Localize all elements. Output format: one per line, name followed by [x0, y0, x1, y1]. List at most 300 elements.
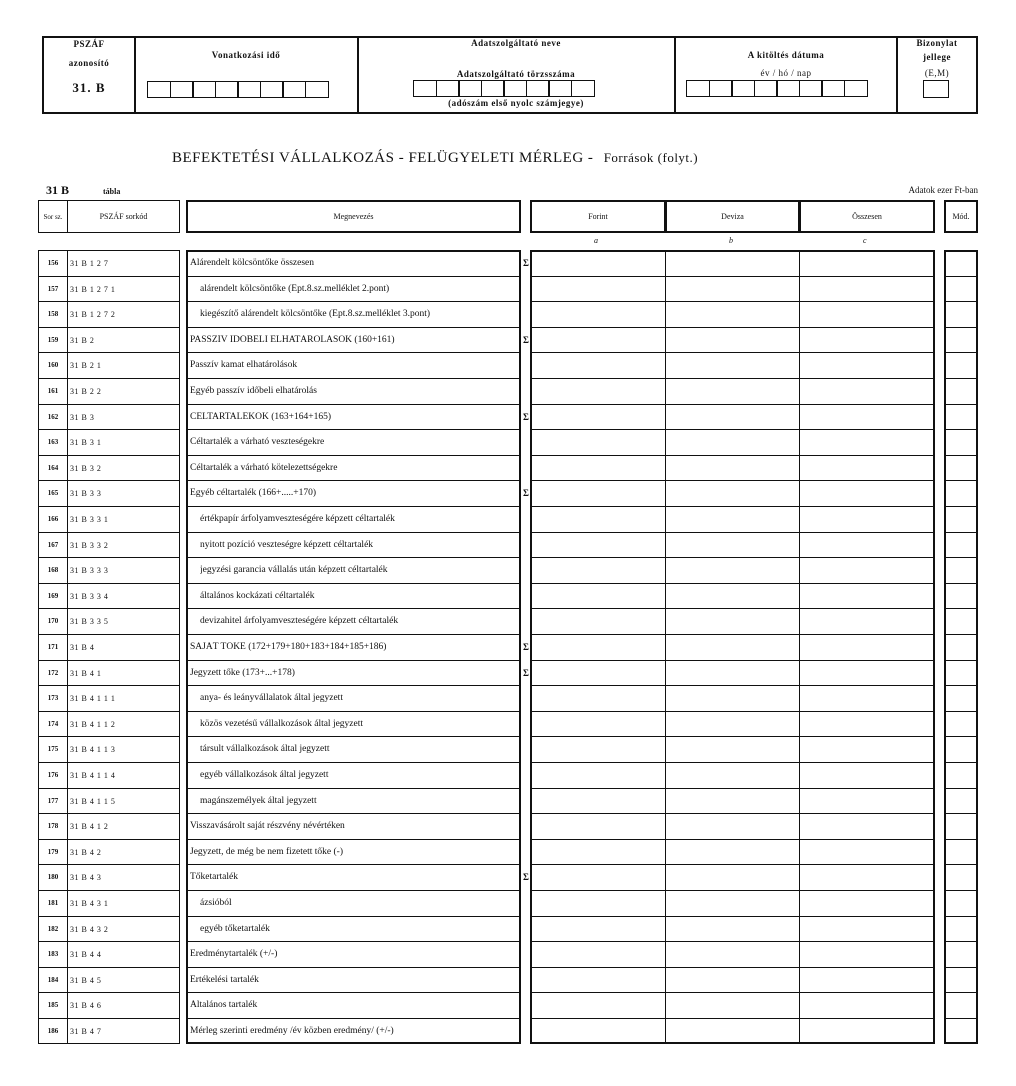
- vonatkozasi-ido-label: Vonatkozási idő: [211, 50, 281, 60]
- col-letter-b: b: [729, 236, 733, 245]
- osszesen-cell[interactable]: [801, 303, 934, 325]
- torzsszam-label: Adatszolgáltató törzsszáma: [456, 69, 576, 79]
- row-code: 31 B 3 3 4: [70, 591, 109, 601]
- row-divider: [530, 736, 935, 737]
- deviza-cell[interactable]: [667, 585, 799, 607]
- row-divider: [944, 404, 978, 405]
- row-divider: [530, 301, 935, 302]
- row-divider: [186, 1018, 521, 1019]
- row-divider: [38, 864, 180, 865]
- col-osszesen-label: Összesen: [852, 212, 882, 221]
- mod-cell[interactable]: [946, 892, 976, 914]
- row-label: anya- és leányvállalatok által jegyzett: [200, 693, 343, 704]
- deviza-cell[interactable]: [667, 738, 799, 760]
- forint-cell[interactable]: [532, 943, 665, 965]
- osszesen-cell[interactable]: [801, 764, 934, 786]
- row-code: 31 B 4 5: [70, 975, 102, 985]
- osszesen-cell[interactable]: [801, 918, 934, 940]
- osszesen-cell[interactable]: [801, 636, 934, 658]
- row-divider: [944, 762, 978, 763]
- forint-cell[interactable]: [532, 815, 665, 837]
- forint-cell[interactable]: [532, 764, 665, 786]
- deviza-cell[interactable]: [667, 815, 799, 837]
- forint-cell[interactable]: [532, 662, 665, 684]
- row-divider: [186, 992, 521, 993]
- row-number: 173: [47, 694, 59, 703]
- row-divider: [530, 634, 935, 635]
- row-divider: [38, 583, 180, 584]
- jellege-label: jellege: [923, 52, 951, 62]
- row-label: Általános tartalék: [190, 1000, 258, 1011]
- row-divider: [38, 788, 180, 789]
- row-divider: [186, 788, 521, 789]
- mod-cell[interactable]: [946, 431, 976, 453]
- row-divider: [38, 404, 180, 405]
- forint-cell[interactable]: [532, 687, 665, 709]
- row-divider: [38, 736, 180, 737]
- row-code: 31 B 4 3 2: [70, 924, 109, 934]
- bizonylat-box[interactable]: [923, 80, 949, 98]
- col-sorkod: [67, 200, 180, 233]
- col-sor: [38, 200, 68, 233]
- row-number: 171: [47, 643, 59, 651]
- row-number: 184: [47, 975, 59, 984]
- row-code: 31 B 4 2: [70, 847, 102, 857]
- deviza-cell[interactable]: [667, 969, 799, 991]
- row-divider: [186, 301, 521, 302]
- deviza-cell[interactable]: [667, 841, 799, 863]
- forint-cell[interactable]: [532, 1020, 665, 1042]
- mod-cell[interactable]: [946, 508, 976, 530]
- row-divider: [944, 506, 978, 507]
- osszesen-cell[interactable]: [801, 482, 934, 504]
- row-code: 31 B 3 2: [70, 463, 102, 473]
- row-label: kiegészítő alárendelt kölcsöntőke (Épt.8.sz.melléklet 3.pont): [200, 309, 431, 320]
- osszesen-cell[interactable]: [801, 559, 934, 581]
- row-divider: [530, 941, 935, 942]
- azonosito-label: azonosító: [68, 58, 110, 68]
- osszesen-cell[interactable]: [801, 841, 934, 863]
- row-divider: [186, 660, 521, 661]
- row-code: 31 B 3 3 2: [70, 540, 109, 550]
- row-divider: [186, 608, 521, 609]
- row-number: 164: [47, 463, 59, 472]
- deviza-cell[interactable]: [667, 329, 799, 351]
- col-osszesen: [799, 200, 935, 233]
- deviza-cell[interactable]: [667, 559, 799, 581]
- osszesen-cell[interactable]: [801, 610, 934, 632]
- forint-cell[interactable]: [532, 610, 665, 632]
- row-code: 31 B 4 1 1 1: [70, 694, 116, 704]
- row-number: 163: [47, 438, 59, 447]
- row-divider: [944, 1018, 978, 1019]
- forint-cell[interactable]: [532, 738, 665, 760]
- row-code: 31 B 1 2 7 1: [70, 284, 116, 294]
- col-deviza: [665, 200, 800, 233]
- row-label: Egyéb céltartalék (166+.....+170): [190, 488, 316, 499]
- bizonylat-label: Bizonylat: [916, 38, 958, 48]
- row-number: 162: [47, 412, 59, 421]
- forint-cell[interactable]: [532, 508, 665, 530]
- row-divider: [944, 685, 978, 686]
- row-label: PASSZÍV IDŐBELI ELHATÁROLÁSOK (160+161): [190, 334, 395, 345]
- col-mod: [944, 200, 978, 233]
- mod-cell[interactable]: [946, 994, 976, 1016]
- row-code: 31 B 4 1 1 4: [70, 771, 116, 780]
- osszesen-cell[interactable]: [801, 738, 934, 760]
- forint-cell[interactable]: [532, 713, 665, 735]
- row-number: 179: [47, 847, 59, 856]
- pszaf-label: PSZÁF: [73, 39, 105, 49]
- forint-cell[interactable]: [532, 457, 665, 479]
- kitoltes-label: A kitöltés dátuma: [747, 50, 825, 60]
- row-divider: [530, 864, 935, 865]
- sigma-mark: Σ: [523, 258, 529, 268]
- row-divider: [944, 864, 978, 865]
- row-divider: [944, 839, 978, 840]
- row-divider: [530, 685, 935, 686]
- mod-cell[interactable]: [946, 918, 976, 940]
- row-number: 182: [47, 924, 59, 933]
- osszesen-cell[interactable]: [801, 1020, 934, 1042]
- row-number: 166: [47, 515, 59, 523]
- deviza-cell[interactable]: [667, 278, 799, 300]
- osszesen-cell[interactable]: [801, 662, 934, 684]
- row-divider: [530, 916, 935, 917]
- row-divider: [944, 532, 978, 533]
- deviza-cell[interactable]: [667, 636, 799, 658]
- page-title: [172, 150, 698, 167]
- mod-cell[interactable]: [946, 764, 976, 786]
- row-divider: [944, 583, 978, 584]
- row-divider: [186, 378, 521, 379]
- osszesen-cell[interactable]: [801, 354, 934, 376]
- row-divider: [530, 506, 935, 507]
- row-divider: [944, 941, 978, 942]
- row-divider: [38, 762, 180, 763]
- deviza-cell[interactable]: [667, 482, 799, 504]
- sigma-mark: Σ: [523, 411, 529, 422]
- mod-cell[interactable]: [946, 790, 976, 812]
- row-divider: [530, 608, 935, 609]
- mod-cell[interactable]: [946, 354, 976, 376]
- row-code: 31 B 4 1 1 5: [70, 796, 116, 806]
- row-divider: [38, 941, 180, 942]
- row-divider: [530, 992, 935, 993]
- row-divider: [944, 455, 978, 456]
- forint-cell[interactable]: [532, 969, 665, 991]
- mod-cell[interactable]: [946, 559, 976, 581]
- osszesen-cell[interactable]: [801, 969, 934, 991]
- row-divider: [530, 890, 935, 891]
- osszesen-cell[interactable]: [801, 380, 934, 402]
- title-main: BEFEKTETÉSI VÁLLALKOZÁS - FELÜGYELETI MÉRLEG -: [172, 150, 594, 166]
- forint-cell[interactable]: [532, 406, 665, 428]
- row-label: ázsióból: [200, 898, 232, 908]
- row-number: 172: [47, 668, 59, 677]
- deviza-cell[interactable]: [667, 764, 799, 786]
- body-divider-osszesen: [799, 250, 800, 1044]
- row-label: jegyzési garancia vállalás után képzett céltartalék: [200, 565, 388, 576]
- tabla-label: tábla: [103, 187, 121, 196]
- deviza-cell[interactable]: [667, 252, 799, 274]
- row-code: 31 B 4 3: [70, 873, 102, 883]
- row-divider: [530, 429, 935, 430]
- forint-cell[interactable]: [532, 354, 665, 376]
- osszesen-cell[interactable]: [801, 406, 934, 428]
- row-divider: [38, 685, 180, 686]
- deviza-cell[interactable]: [667, 687, 799, 709]
- row-label: SAJÁT TŐKE (172+179+180+183+184+185+186): [190, 642, 387, 652]
- mod-cell[interactable]: [946, 278, 976, 300]
- mod-cell[interactable]: [946, 482, 976, 504]
- row-divider: [530, 813, 935, 814]
- deviza-cell[interactable]: [667, 662, 799, 684]
- mod-cell[interactable]: [946, 380, 976, 402]
- row-divider: [38, 301, 180, 302]
- osszesen-cell[interactable]: [801, 278, 934, 300]
- kitoltes-boxes[interactable]: [686, 80, 866, 97]
- osszesen-cell[interactable]: [801, 790, 934, 812]
- row-number: 168: [47, 566, 59, 575]
- row-divider: [944, 711, 978, 712]
- deviza-cell[interactable]: [667, 354, 799, 376]
- row-divider: [186, 890, 521, 891]
- row-divider: [186, 404, 521, 405]
- row-divider: [186, 941, 521, 942]
- row-divider: [944, 557, 978, 558]
- mod-cell[interactable]: [946, 687, 976, 709]
- row-divider: [186, 583, 521, 584]
- forint-cell[interactable]: [532, 482, 665, 504]
- forint-cell[interactable]: [532, 329, 665, 351]
- osszesen-cell[interactable]: [801, 943, 934, 965]
- forint-cell[interactable]: [532, 994, 665, 1016]
- row-code: 31 B 4 1 1 3: [70, 745, 116, 755]
- mod-cell[interactable]: [946, 252, 976, 274]
- osszesen-cell[interactable]: [801, 329, 934, 351]
- col-letter-c: c: [863, 236, 867, 245]
- adatszolgaltato-neve-label: Adatszolgáltató neve: [471, 38, 561, 48]
- forint-cell[interactable]: [532, 303, 665, 325]
- sigma-mark: Σ: [523, 334, 529, 345]
- osszesen-cell[interactable]: [801, 585, 934, 607]
- mod-cell[interactable]: [946, 738, 976, 760]
- forint-cell[interactable]: [532, 278, 665, 300]
- col-forint: [530, 200, 666, 233]
- row-number: 176: [47, 771, 59, 779]
- row-code: 31 B 4 3 1: [70, 899, 109, 908]
- deviza-cell[interactable]: [667, 790, 799, 812]
- deviza-cell[interactable]: [667, 610, 799, 632]
- row-number: 174: [47, 719, 59, 728]
- row-label: egyéb tőketartalék: [200, 923, 270, 934]
- row-divider: [38, 327, 180, 328]
- col-sorkod-label: PSZÁF sorkód: [99, 212, 148, 221]
- row-number: 156: [47, 259, 59, 267]
- osszesen-cell[interactable]: [801, 534, 934, 556]
- deviza-cell[interactable]: [667, 457, 799, 479]
- deviza-cell[interactable]: [667, 918, 799, 940]
- title-suffix: Források (folyt.): [603, 150, 699, 165]
- row-code: 31 B 4 4: [70, 950, 102, 960]
- forint-cell[interactable]: [532, 431, 665, 453]
- mod-cell[interactable]: [946, 969, 976, 991]
- row-code: 31 B 4 1 1 2: [70, 719, 116, 729]
- mod-cell[interactable]: [946, 636, 976, 658]
- row-label: Mérleg szerinti eredmény /év közben eredmény/ (+/-): [190, 1026, 394, 1036]
- deviza-cell[interactable]: [667, 406, 799, 428]
- row-divider: [530, 557, 935, 558]
- deviza-cell[interactable]: [667, 303, 799, 325]
- row-label: CÉLTARTALÉKOK (163+164+165): [190, 411, 331, 422]
- forint-cell[interactable]: [532, 534, 665, 556]
- osszesen-cell[interactable]: [801, 713, 934, 735]
- forint-cell[interactable]: [532, 559, 665, 581]
- row-divider: [944, 301, 978, 302]
- row-code: 31 B 2 2: [70, 387, 102, 396]
- deviza-cell[interactable]: [667, 431, 799, 453]
- row-divider: [530, 404, 935, 405]
- row-divider: [186, 480, 521, 481]
- row-divider: [186, 839, 521, 840]
- torzsszam-boxes[interactable]: [413, 80, 593, 97]
- mod-cell[interactable]: [946, 713, 976, 735]
- deviza-cell[interactable]: [667, 713, 799, 735]
- osszesen-cell[interactable]: [801, 687, 934, 709]
- row-label: értékpapír árfolyamveszteségére képzett céltartalék: [200, 514, 395, 524]
- row-divider: [530, 455, 935, 456]
- mod-cell[interactable]: [946, 1020, 976, 1042]
- col-mod-label: Mód.: [952, 212, 970, 221]
- row-divider: [530, 762, 935, 763]
- deviza-cell[interactable]: [667, 1020, 799, 1042]
- mod-cell[interactable]: [946, 866, 976, 888]
- forint-cell[interactable]: [532, 841, 665, 863]
- row-divider: [530, 711, 935, 712]
- row-divider: [38, 1018, 180, 1019]
- row-number: 185: [47, 1001, 59, 1010]
- deviza-cell[interactable]: [667, 943, 799, 965]
- forint-cell[interactable]: [532, 636, 665, 658]
- osszesen-cell[interactable]: [801, 892, 934, 914]
- forint-cell[interactable]: [532, 918, 665, 940]
- row-divider: [530, 378, 935, 379]
- sigma-mark: Σ: [523, 642, 529, 652]
- row-divider: [38, 480, 180, 481]
- row-divider: [944, 788, 978, 789]
- row-code: 31 B 3: [70, 412, 95, 422]
- row-number: 158: [47, 310, 59, 319]
- forint-cell[interactable]: [532, 790, 665, 812]
- row-number: 160: [47, 361, 59, 370]
- row-divider: [530, 532, 935, 533]
- forint-cell[interactable]: [532, 380, 665, 402]
- row-code: 31 B 3 3 1: [70, 515, 109, 524]
- row-divider: [944, 327, 978, 328]
- mod-cell[interactable]: [946, 943, 976, 965]
- row-divider: [944, 660, 978, 661]
- row-divider: [530, 660, 935, 661]
- row-number: 180: [47, 873, 59, 882]
- mod-cell[interactable]: [946, 585, 976, 607]
- deviza-cell[interactable]: [667, 892, 799, 914]
- bizonylat-options: (E,M): [924, 68, 950, 78]
- row-divider: [38, 711, 180, 712]
- mod-cell[interactable]: [946, 610, 976, 632]
- row-number: 170: [47, 617, 59, 626]
- date-format: év / hó / nap: [760, 68, 812, 78]
- row-label: devizahitel árfolyamveszteségére képzett céltartalék: [200, 616, 399, 627]
- row-divider: [186, 532, 521, 533]
- mod-cell[interactable]: [946, 457, 976, 479]
- row-label: általános kockázati céltartalék: [200, 590, 315, 601]
- row-divider: [38, 506, 180, 507]
- row-divider: [186, 967, 521, 968]
- forint-cell[interactable]: [532, 892, 665, 914]
- units-label: Adatok ezer Ft-ban: [908, 185, 978, 195]
- deviza-cell[interactable]: [667, 994, 799, 1016]
- osszesen-cell[interactable]: [801, 815, 934, 837]
- row-code: 31 B 2: [70, 335, 95, 345]
- row-divider: [186, 864, 521, 865]
- osszesen-cell[interactable]: [801, 457, 934, 479]
- row-number: 157: [47, 284, 59, 293]
- row-divider: [530, 1018, 935, 1019]
- table-number: 31 B: [46, 183, 70, 197]
- osszesen-cell[interactable]: [801, 994, 934, 1016]
- row-code: 31 B 1 2 7 2: [70, 310, 116, 320]
- row-divider: [38, 557, 180, 558]
- osszesen-cell[interactable]: [801, 252, 934, 274]
- row-divider: [186, 429, 521, 430]
- row-divider: [186, 736, 521, 737]
- deviza-cell[interactable]: [667, 508, 799, 530]
- osszesen-cell[interactable]: [801, 431, 934, 453]
- mod-cell[interactable]: [946, 662, 976, 684]
- row-label: Tőketartalék: [190, 872, 239, 883]
- forint-cell[interactable]: [532, 585, 665, 607]
- col-letter-a: a: [594, 236, 598, 245]
- mod-cell[interactable]: [946, 329, 976, 351]
- mod-cell[interactable]: [946, 303, 976, 325]
- mod-cell[interactable]: [946, 815, 976, 837]
- deviza-cell[interactable]: [667, 866, 799, 888]
- row-divider: [38, 429, 180, 430]
- row-divider: [38, 660, 180, 661]
- osszesen-cell[interactable]: [801, 866, 934, 888]
- mod-cell[interactable]: [946, 841, 976, 863]
- col-megnevezes-label: Megnevezés: [333, 212, 374, 221]
- mod-cell[interactable]: [946, 534, 976, 556]
- row-divider: [944, 480, 978, 481]
- row-divider: [38, 455, 180, 456]
- deviza-cell[interactable]: [667, 380, 799, 402]
- forint-cell[interactable]: [532, 252, 665, 274]
- forint-cell[interactable]: [532, 866, 665, 888]
- vonatkozasi-ido-boxes[interactable]: [147, 81, 327, 98]
- row-divider: [38, 352, 180, 353]
- row-label: közös vezetésű vállalkozások által jegyzett: [200, 718, 364, 729]
- osszesen-cell[interactable]: [801, 508, 934, 530]
- mod-cell[interactable]: [946, 406, 976, 428]
- deviza-cell[interactable]: [667, 534, 799, 556]
- col-sor-label: Sor sz.: [43, 212, 63, 221]
- row-label: Alárendelt kölcsöntőke összesen: [190, 258, 314, 268]
- row-divider: [186, 327, 521, 328]
- row-code: 31 B 3 3 3: [70, 566, 109, 576]
- row-label: Egyéb passzív időbeli elhatárolás: [190, 386, 317, 396]
